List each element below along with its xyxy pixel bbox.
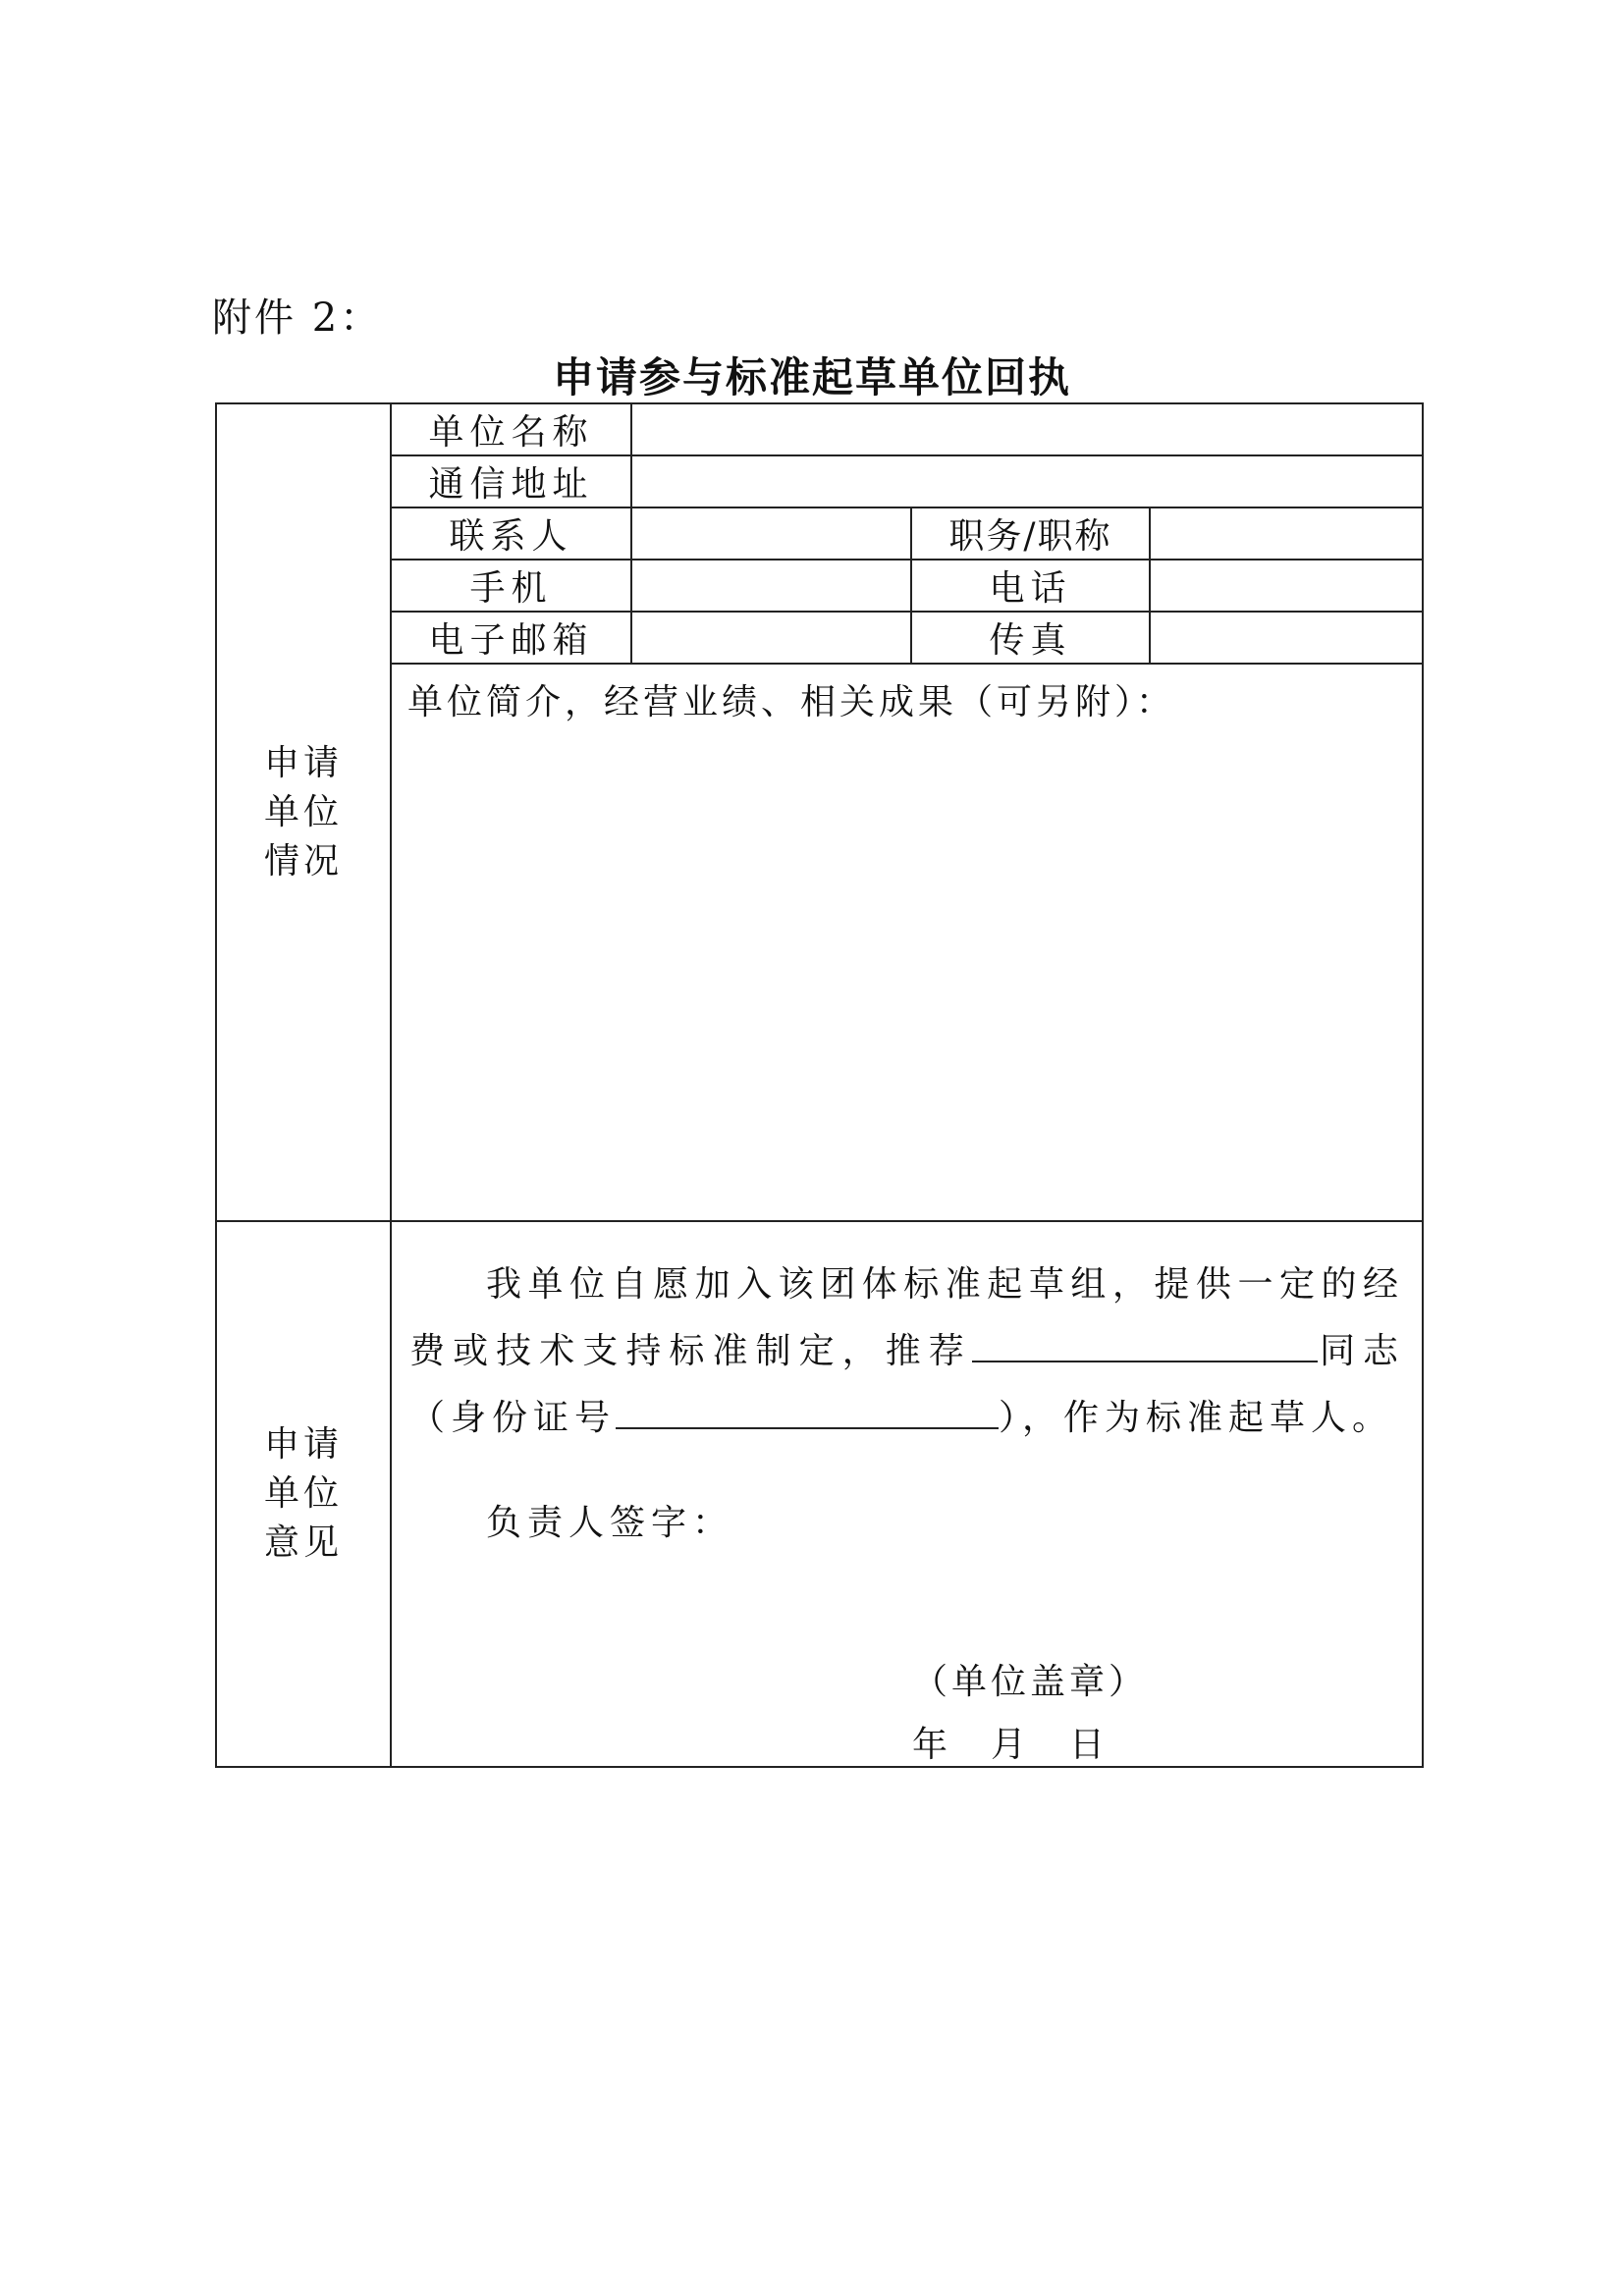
date-month: 月 <box>991 1725 1027 1765</box>
email-field[interactable] <box>631 612 911 664</box>
form-title: 申请参与标准起草单位回执 <box>552 353 1071 401</box>
date-year: 年 <box>912 1725 948 1765</box>
contact-label: 联系人 <box>391 507 631 560</box>
unit-intro-label: 单位简介，经营业绩、相关成果（可另附）： <box>407 682 1176 722</box>
section-applicant-info-label: 申请 单位 情况 <box>216 403 391 1221</box>
fax-field[interactable] <box>1150 612 1423 664</box>
seal-label: （单位盖章） <box>912 1662 1149 1702</box>
signature-label: 负责人签字： <box>486 1503 734 1543</box>
application-form-table <box>215 402 1424 1768</box>
address-field[interactable] <box>631 455 1423 507</box>
phone-label: 电话 <box>911 560 1150 612</box>
date-day: 日 <box>1069 1725 1106 1765</box>
mobile-field[interactable] <box>631 560 911 612</box>
position-field[interactable] <box>1150 507 1423 560</box>
unit-name-label: 单位名称 <box>391 403 631 455</box>
recommended-person-blank[interactable] <box>972 1321 1318 1362</box>
applicant-opinion-cell <box>391 1221 1423 1767</box>
email-label: 电子邮箱 <box>391 612 631 664</box>
date-line <box>912 1717 1105 1767</box>
address-label: 通信地址 <box>391 455 631 507</box>
opinion-statement: 我单位自愿加入该团体标准起草组，提供一定的经费或技术支持标准制定，推荐 同志（身份证号 ），作为标准起草人。 <box>409 1264 1405 1438</box>
contact-field[interactable] <box>631 507 911 560</box>
phone-field[interactable] <box>1150 560 1423 612</box>
section-applicant-opinion-label: 申请 单位 意见 <box>216 1221 391 1767</box>
mobile-label: 手机 <box>391 560 631 612</box>
unit-intro-area[interactable] <box>391 664 1423 1221</box>
unit-name-field[interactable] <box>631 403 1423 455</box>
attachment-label: 附件 2： <box>212 295 383 341</box>
fax-label: 传真 <box>911 612 1150 664</box>
position-label: 职务/职称 <box>911 507 1150 560</box>
id-number-blank[interactable] <box>616 1388 999 1429</box>
